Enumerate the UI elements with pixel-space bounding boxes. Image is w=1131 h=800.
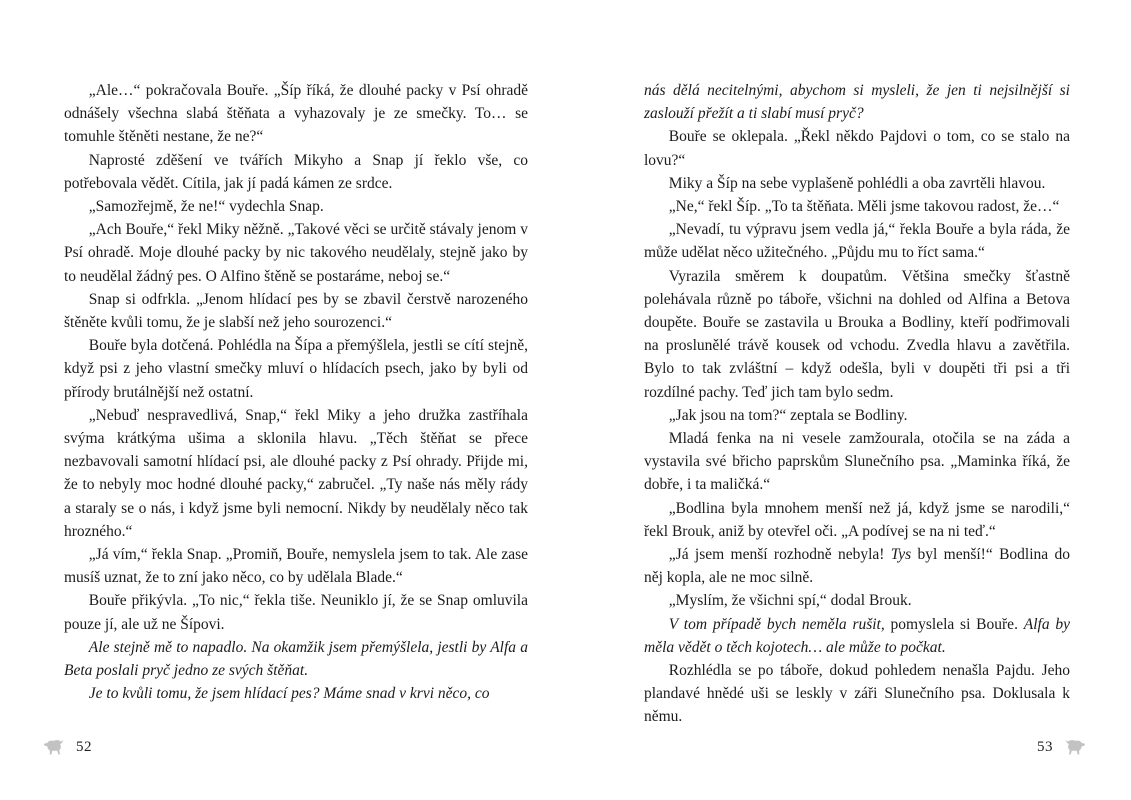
paragraph <box>64 195 528 218</box>
text-segment: „Ale…“ pokračovala Bouře. „Šíp říká, že dlouhé packy v Psí ohradě odnášely všechna slabá štěňata a vyhazovaly je ze smečky. To… se tomuhle štěněti nestane, že ne?“ <box>64 82 528 146</box>
page-text <box>64 79 528 705</box>
text-segment: nás dělá necitelnými, abychom si mysleli, že jen ti nejsilnější si zaslouží přežít a ti slabí musí pryč? <box>644 82 1070 123</box>
text-segment: Snap si odfrkla. „Jenom hlídací pes by se zbavil čerstvě narozeného štěněte kvůli tomu, že je slabší než jeho sourozenci.“ <box>64 290 528 332</box>
paragraph <box>64 682 528 705</box>
text-segment: Bouře přikývla. „To nic,“ řekla tiše. Neuniklo jí, že se Snap omluvila pouze jí, ale už ne Šípovi. <box>64 592 528 633</box>
page-number-right: 53 <box>1037 738 1053 755</box>
text-segment: Bouře se oklepala. „Řekl někdo Pajdovi o tom, co se stalo na lovu?“ <box>644 128 1070 169</box>
paragraph <box>64 404 528 543</box>
text-segment: Naprosté zděšení ve tvářích Mikyho a Snap jí řeklo vše, co potřebovala vědět. Cítila, jak jí padá kámen ze srdce. <box>64 151 528 192</box>
text-segment: V tom případě bych neměla rušit, <box>668 615 891 633</box>
paragraph <box>644 172 1070 195</box>
paragraph <box>64 543 528 589</box>
paragraph <box>64 636 528 682</box>
paragraph <box>644 589 1070 612</box>
page-footer-left <box>42 736 92 758</box>
page-left <box>64 79 528 705</box>
text-segment: „Ach Bouře,“ řekl Miky něžně. „Takové věci se určitě stávaly jenom v Psí ohradě. Moje dlouhé packy by nic takového neudělaly, stejně jako by to neudělal žádný pes. O Alfino štěně se postaráme, neboj se.“ <box>64 221 528 285</box>
paragraph <box>644 265 1070 404</box>
text-segment: „Nebuď nespravedlivá, Snap,“ řekl Miky a jeho družka zastříhala svýma krátkýma ušima a sklonila hlavu. „Těch štěňat se přece nezbavovali samotní hlídací psi, ale dlouhé packy z Psí ohrady. Přijde mi, že to nebyly moc hodné dlouhé packy,“ zabručel. „Ty naše nás měly rády a staraly se o nás, i když jsme byli nemocní. Nikdy by neudělaly něco tak hrozného.“ <box>64 406 528 540</box>
paragraph <box>64 149 528 195</box>
page-text <box>644 79 1070 729</box>
text-segment: byl menší!“ Bodlina do něj kopla, ale ne moc silně. <box>644 546 1070 587</box>
paragraph <box>64 589 528 635</box>
paragraph <box>644 543 1070 589</box>
paragraph <box>644 659 1070 729</box>
paragraph <box>644 218 1070 264</box>
paragraph <box>64 288 528 334</box>
paragraph <box>64 218 528 288</box>
text-segment: Miky a Šíp na sebe vyplašeně pohlédli a oba zavrtěli hlavou. <box>668 174 1046 192</box>
paragraph <box>644 195 1070 218</box>
page-number-left: 52 <box>76 738 92 755</box>
paragraph <box>644 404 1070 427</box>
paragraph <box>644 79 1070 125</box>
text-segment: „Nevadí, tu výpravu jsem vedla já,“ řekla Bouře a byla ráda, že může udělat něco užitečného. „Půjdu mu to říct sama.“ <box>644 221 1070 262</box>
text-segment: Mladá fenka na ni vesele zamžourala, otočila se na záda a vystavila své břicho paprskům Slunečního psa. „Maminka říká, že dobře, i ta maličká.“ <box>644 430 1070 494</box>
text-segment: „Ne,“ řekl Šíp. „To ta štěňata. Měli jsme takovou radost, že…“ <box>668 198 1060 216</box>
text-segment: Rozhlédla se po táboře, dokud pohledem nenašla Pajdu. Jeho plandavé hnědé uši se leskly v záři Slunečního psa. Doklusala k němu. <box>644 662 1070 726</box>
paragraph <box>64 79 528 149</box>
paragraph <box>644 497 1070 543</box>
text-segment: Tys <box>890 546 912 564</box>
text-segment: „Samozřejmě, že ne!“ vydechla Snap. <box>88 198 324 216</box>
text-segment: Alfa by měla vědět o těch kojotech… ale může to počkat. <box>644 615 1070 656</box>
text-segment: „Myslím, že všichni spí,“ dodal Brouk. <box>668 592 912 610</box>
text-segment: Vyrazila směrem k doupatům. Většina smečky šťastně polehávala různě po táboře, všichni na dohled od Alfina a Betova doupěte. Bouře se zastavila u Brouka a Bodliny, kteří podřimovali na proslunělé trávě kousek od vchodu. Zvedla hlavu a zavětřila. Bylo to tak zvláštní – když odešla, byli v doupěti tři psi a tři rozdílné pachy. Teď jich tam bylo sedm. <box>644 267 1070 401</box>
dog-silhouette-icon <box>1064 739 1087 756</box>
paragraph <box>644 427 1070 497</box>
text-segment: „Jak jsou na tom?“ zeptala se Bodliny. <box>668 406 908 424</box>
text-segment: pomyslela si Bouře. <box>890 615 1024 633</box>
text-segment: Bouře byla dotčená. Pohlédla na Šípa a přemýšlela, jestli se cítí stejně, když psi z jeho vlastní smečky mluví o hlídacích psech, jako by byli od přírody brutálnější než ostatní. <box>64 337 528 401</box>
text-segment: „Bodlina byla mnohem menší než já, když jsme se narodili,“ řekl Brouk, aniž by otevřel oči. „A podívej se na ni teď.“ <box>644 499 1070 540</box>
text-segment: Je to kvůli tomu, že jsem hlídací pes? Máme snad v krvi něco, co <box>88 685 490 703</box>
page-footer-right <box>1037 736 1087 758</box>
text-segment: „Já jsem menší rozhodně nebyla! <box>668 546 891 564</box>
dog-silhouette-icon <box>42 739 65 756</box>
text-segment: Ale stejně mě to napadlo. Na okamžik jsem přemýšlela, jestli by Alfa a Beta poslali pryč jedno ze svých štěňat. <box>64 638 528 680</box>
paragraph <box>64 334 528 404</box>
page-right <box>644 79 1070 729</box>
text-segment: „Já vím,“ řekla Snap. „Promiň, Bouře, nemyslela jsem to tak. Ale zase musíš uznat, že to zní jako něco, co by udělala Blade.“ <box>64 546 528 587</box>
paragraph <box>644 125 1070 171</box>
paragraph <box>644 613 1070 659</box>
